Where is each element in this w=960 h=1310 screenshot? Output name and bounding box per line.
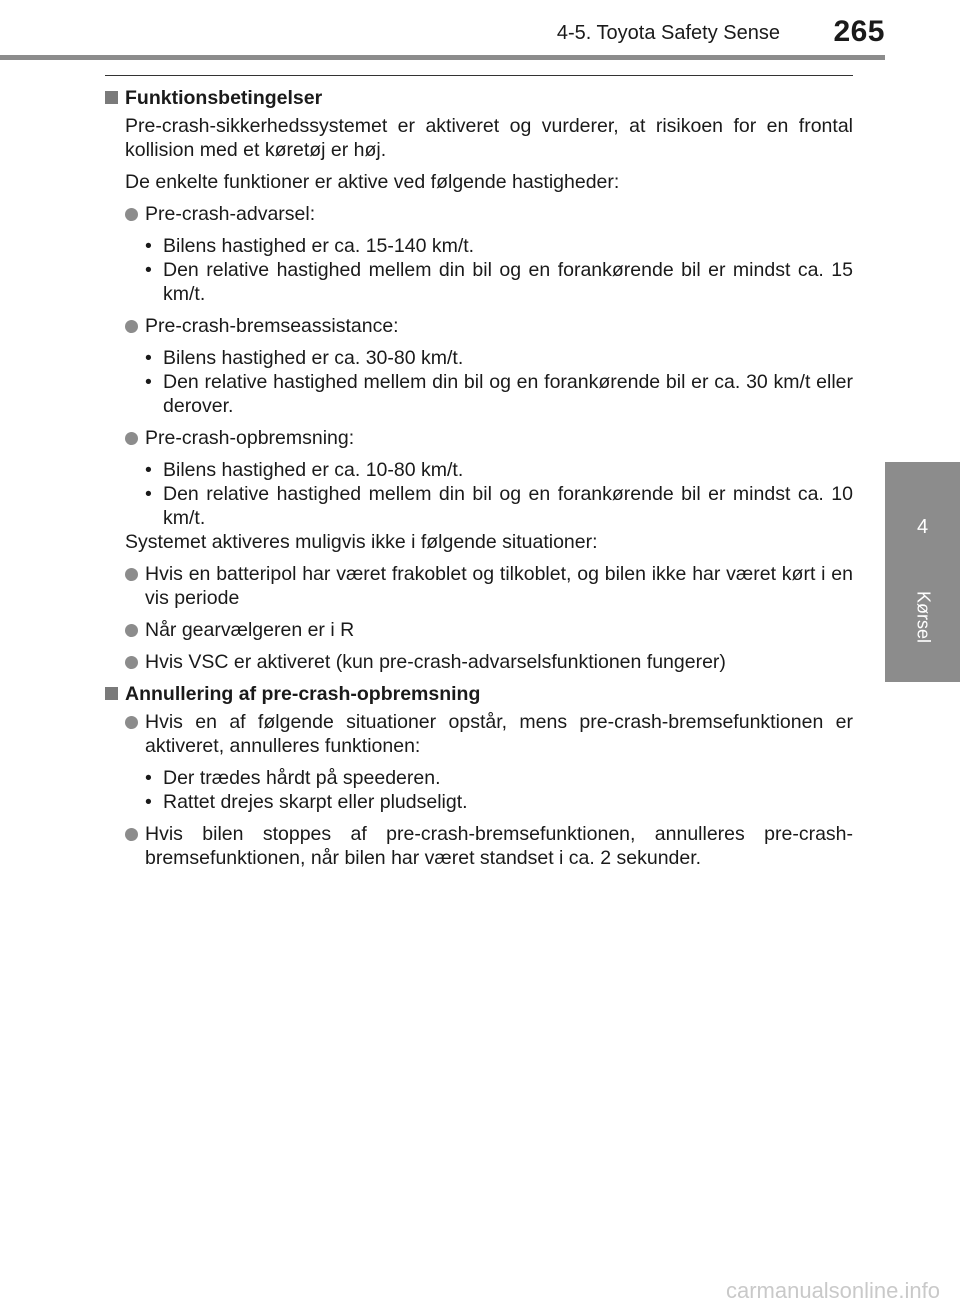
heading-text: Funktionsbetingelser: [125, 87, 323, 109]
sub-list-item: [145, 790, 853, 814]
sub-list-item-text: Bilens hastighed er ca. 10-80 km/t.: [163, 459, 464, 481]
sub-list-item-text: Der trædes hårdt på speederen.: [163, 767, 441, 789]
sub-list-item: [145, 234, 853, 258]
page-content: [105, 86, 853, 878]
paragraph: De enkelte funktioner er aktive ved følgende hastigheder:: [125, 171, 620, 193]
page-number: 265: [833, 15, 885, 48]
list-item: [125, 650, 853, 674]
sub-list: [105, 766, 853, 814]
list-item: [125, 710, 853, 758]
sub-list-item-text: Den relative hastighed mellem din bil og en forankørende bil er mindst ca. 10 km/t.: [163, 483, 853, 529]
list-item: [125, 202, 853, 226]
list-item-text: Hvis en batteripol har været frakoblet og tilkoblet, og bilen ikke har været kørt i en vis periode: [145, 563, 853, 609]
section-heading-cancellation: [105, 682, 853, 706]
sub-list-item: [145, 482, 853, 530]
paragraph: Systemet aktiveres muligvis ikke i følgende situationer:: [125, 531, 598, 553]
header-divider: [0, 55, 885, 60]
list-item: [125, 618, 853, 642]
circle-bullet-icon: [125, 716, 138, 729]
circle-bullet-icon: [125, 208, 138, 221]
sub-list-item-text: Bilens hastighed er ca. 15-140 km/t.: [163, 235, 475, 257]
list-item-text: Hvis bilen stoppes af pre-crash-bremsefunktionen, annulleres pre-crash-bremsefunktionen, når bilen har været standset i ca. 2 sekunder.: [145, 823, 853, 869]
dot-bullet-icon: •: [145, 791, 152, 813]
sub-list-item: [145, 370, 853, 418]
list-item: [125, 562, 853, 610]
dot-bullet-icon: •: [145, 483, 152, 505]
list-item-text: Pre-crash-opbremsning:: [145, 427, 355, 449]
circle-bullet-icon: [125, 656, 138, 669]
list-item: [125, 314, 853, 338]
square-bullet-icon: [105, 687, 118, 700]
sub-list-item: [145, 258, 853, 306]
sub-list-item-text: Den relative hastighed mellem din bil og en forankørende bil er ca. 30 km/t eller derover.: [163, 371, 853, 417]
list-item: [125, 426, 853, 450]
dot-bullet-icon: •: [145, 767, 152, 789]
sub-list: [105, 234, 853, 306]
chapter-tab: [885, 462, 960, 682]
chapter-label: Kørsel: [913, 590, 934, 643]
sub-list-item-text: Den relative hastighed mellem din bil og en forankørende bil er mindst ca. 15 km/t.: [163, 259, 853, 305]
circle-bullet-icon: [125, 624, 138, 637]
list-item-text: Hvis en af følgende situationer opstår, mens pre-crash-bremsefunktionen er aktiveret, annulleres funktionen:: [145, 711, 853, 757]
dot-bullet-icon: •: [145, 371, 152, 393]
list-item: [125, 822, 853, 870]
square-bullet-icon: [105, 91, 118, 104]
sub-list: [105, 458, 853, 530]
circle-bullet-icon: [125, 320, 138, 333]
circle-bullet-icon: [125, 568, 138, 581]
dot-bullet-icon: •: [145, 235, 152, 257]
list-item-text: Pre-crash-bremseassistance:: [145, 315, 399, 337]
header-section-title: 4-5. Toyota Safety Sense: [556, 22, 780, 44]
sub-list-item: [145, 346, 853, 370]
dot-bullet-icon: •: [145, 459, 152, 481]
sub-list-item-text: Rattet drejes skarpt eller pludseligt.: [163, 791, 468, 813]
sub-list-item: [145, 458, 853, 482]
sub-list-item-text: Bilens hastighed er ca. 30-80 km/t.: [163, 347, 464, 369]
sub-list: [105, 346, 853, 418]
list-item-text: Hvis VSC er aktiveret (kun pre-crash-advarselsfunktionen fungerer): [145, 651, 726, 673]
heading-text: Annullering af pre-crash-opbremsning: [125, 683, 481, 705]
list-item-text: Når gearvælgeren er i R: [145, 619, 355, 641]
paragraph: Pre-crash-sikkerhedssystemet er aktiveret og vurderer, at risikoen for en frontal kollision med et køretøj er høj.: [125, 115, 853, 161]
circle-bullet-icon: [125, 432, 138, 445]
list-item-text: Pre-crash-advarsel:: [145, 203, 316, 225]
content-top-rule: [105, 75, 853, 76]
circle-bullet-icon: [125, 828, 138, 841]
chapter-number: 4: [916, 516, 929, 538]
watermark-text: carmanualsonline.info: [725, 1278, 940, 1303]
sub-list-item: [145, 766, 853, 790]
dot-bullet-icon: •: [145, 259, 152, 281]
section-heading-conditions: [105, 86, 853, 110]
dot-bullet-icon: •: [145, 347, 152, 369]
